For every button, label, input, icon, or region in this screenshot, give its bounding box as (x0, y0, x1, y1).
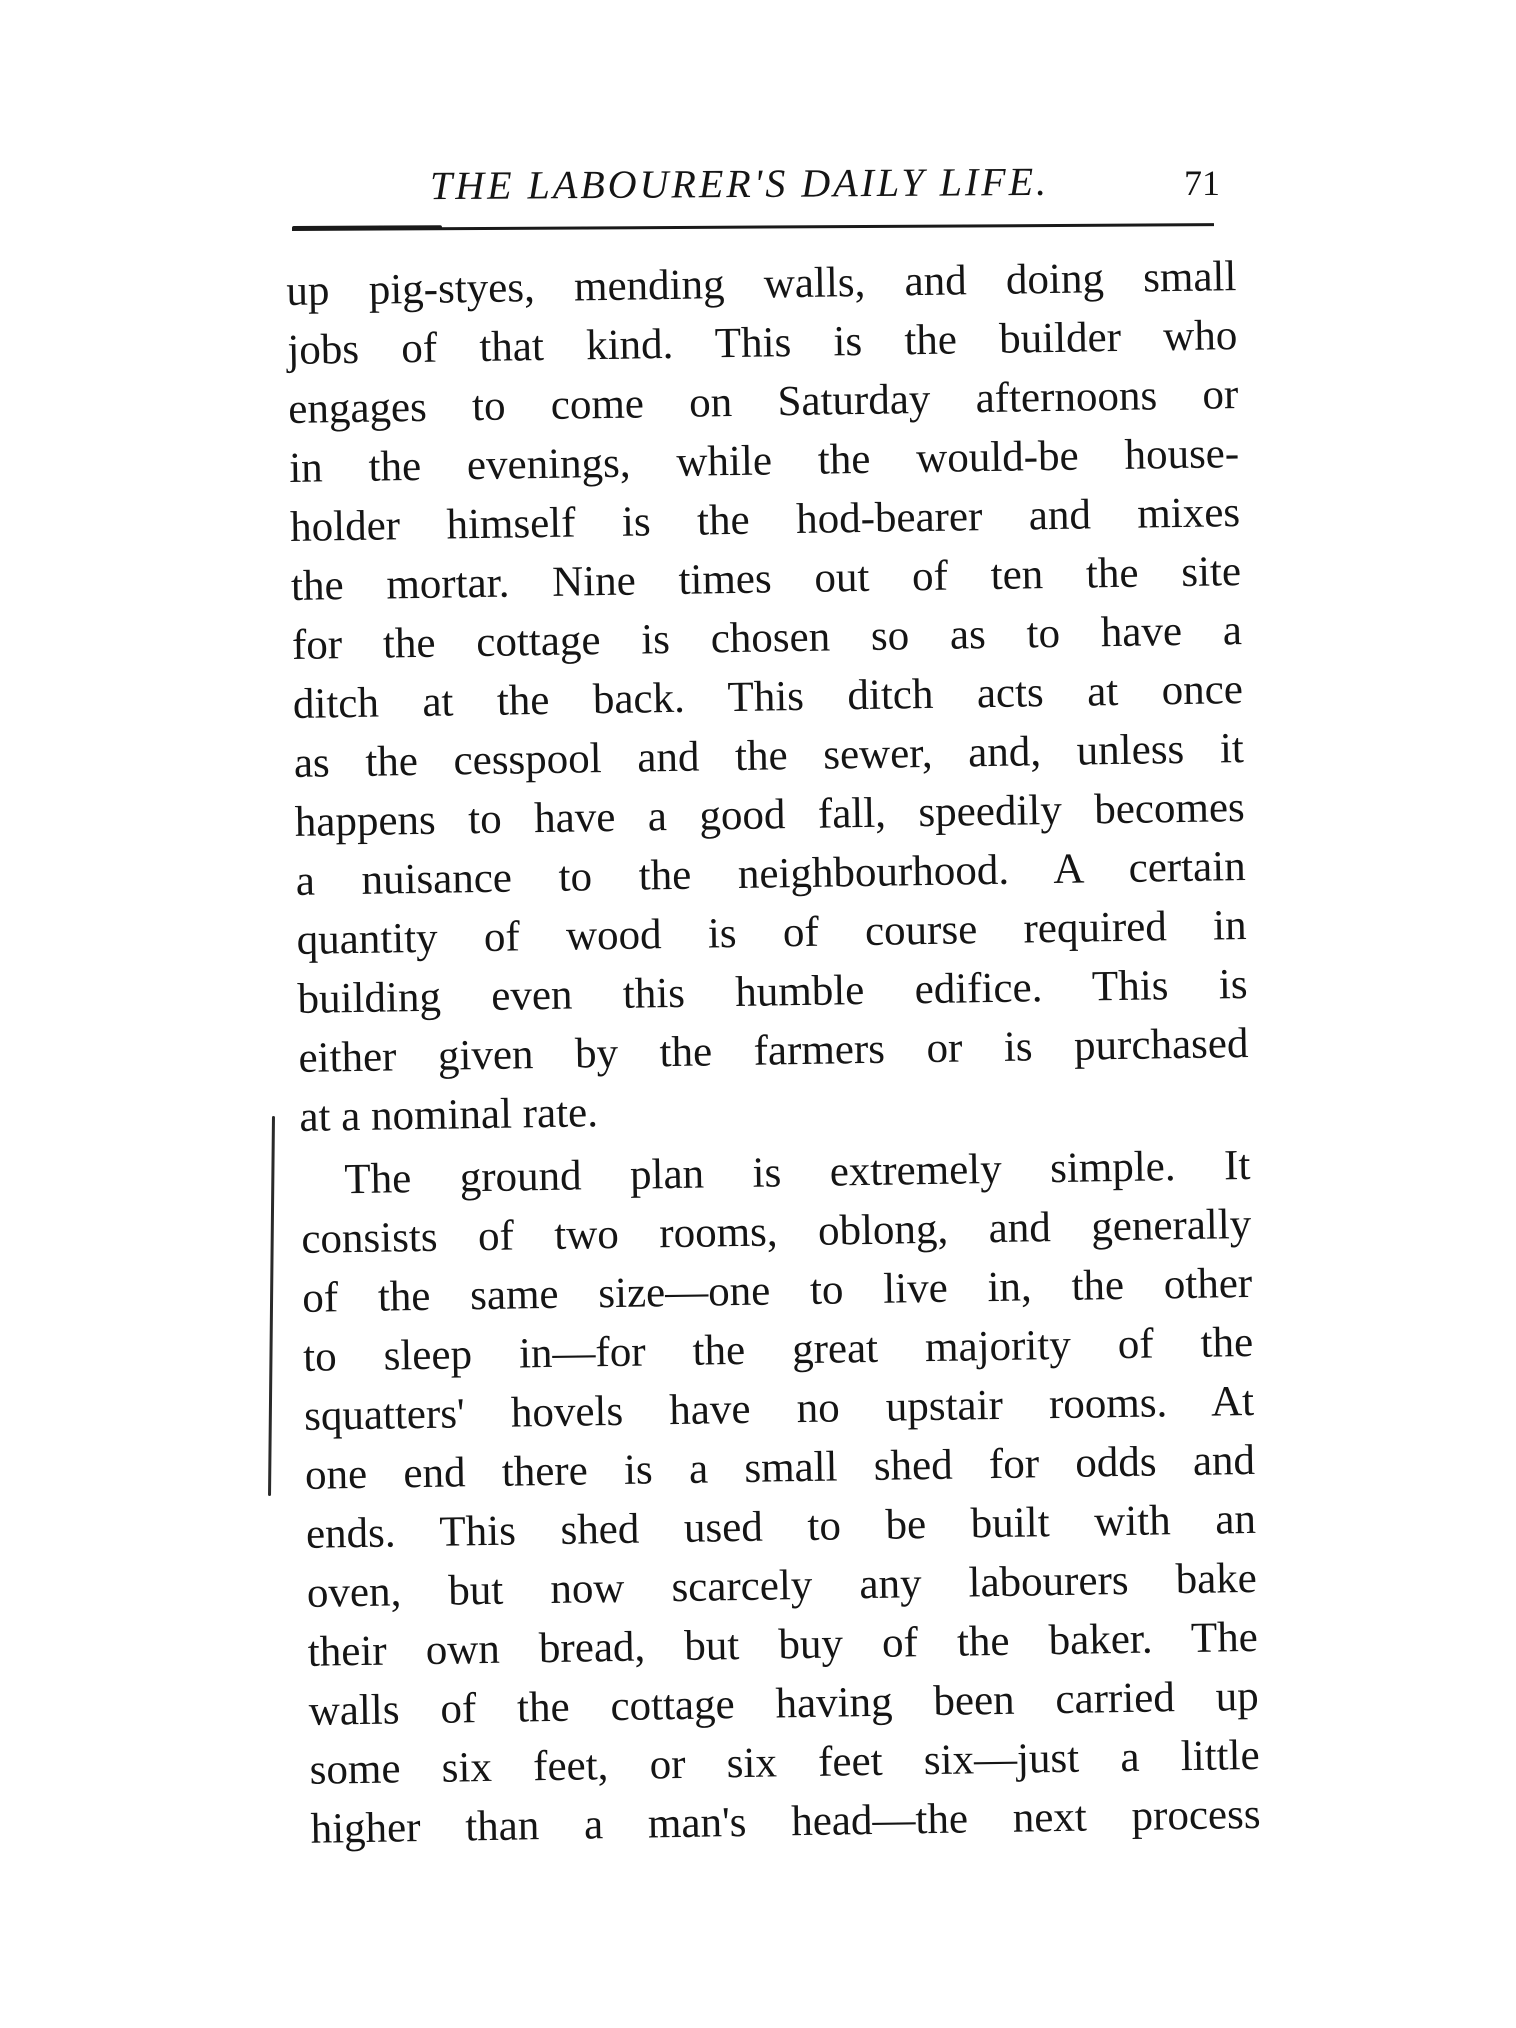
text-line: happens to have a good fall, speedily becomes (294, 784, 1246, 846)
page-number: 71 (1184, 163, 1220, 203)
text-line: oven, but now scarcely any labourers bake (306, 1554, 1258, 1617)
text-line: squatters' hovels have no upstair rooms. At (303, 1377, 1255, 1440)
text-line: the mortar. Nine times out of ten the site (290, 548, 1242, 610)
text-line: of the same size—one to live in, the other (301, 1259, 1253, 1322)
paragraph-1 (286, 247, 1250, 1147)
running-head-title: THE LABOURER'S DAILY LIFE. (429, 158, 1050, 209)
text-line: The ground plan is extremely simple. It (344, 1141, 1251, 1204)
text-line: engages to come on Saturday afternoons or (287, 371, 1239, 433)
text-line: up pig-styes, mending walls, and doing small (286, 253, 1237, 315)
header-rule (292, 223, 1214, 231)
text-line: at a nominal rate. (299, 1089, 599, 1141)
text-line: some six feet, or six feet six—just a little (309, 1731, 1260, 1794)
paragraph-2 (300, 1136, 1261, 1859)
text-line: consists of two rooms, oblong, and generally (300, 1200, 1252, 1263)
text-line: jobs of that kind. This is the builder who (287, 312, 1238, 374)
text-line: building even this humble edifice. This is (297, 960, 1248, 1023)
text-line: ends. This shed used to be built with an (305, 1495, 1257, 1558)
text-line: higher than a man's head—the next process (310, 1790, 1261, 1853)
text-line: one end there is a small shed for odds and (304, 1436, 1256, 1499)
margin-pencil-mark (268, 1116, 275, 1496)
text-line: holder himself is the hod-bearer and mixes (289, 489, 1241, 551)
text-line: in the evenings, while the would-be house- (288, 430, 1240, 492)
text-line: ditch at the back. This ditch acts at once (292, 666, 1244, 728)
text-line: as the cesspool and the sewer, and, unless it (293, 725, 1245, 787)
text-line: their own bread, but buy of the baker. The (307, 1613, 1259, 1676)
text-line: a nuisance to the neighbourhood. A certain (295, 843, 1246, 905)
running-head (300, 160, 1220, 220)
text-line: for the cottage is chosen so as to have a (291, 607, 1243, 669)
text-line: either given by the farmers or is purchased (298, 1019, 1249, 1082)
text-line: quantity of wood is of course required in (296, 901, 1247, 964)
text-line: to sleep in—for the great majority of the (302, 1318, 1254, 1381)
text-line: walls of the cottage having been carried up (308, 1672, 1260, 1735)
body-text (286, 247, 1261, 1859)
